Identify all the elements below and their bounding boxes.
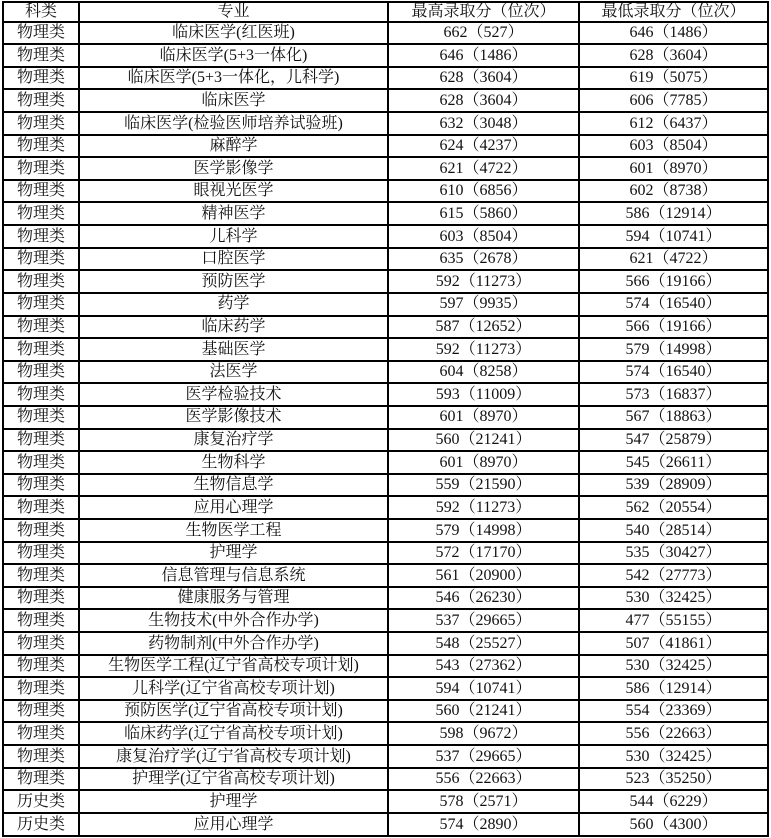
major-cell: 儿科学(辽宁省高校专项计划) xyxy=(79,677,388,700)
major-cell: 生物信息学 xyxy=(79,474,388,497)
major-cell: 临床医学(5+3一体化) xyxy=(79,44,388,67)
high-score-cell: 646（1486） xyxy=(388,44,579,67)
high-score-cell: 543（27362） xyxy=(388,655,579,678)
category-cell: 物理类 xyxy=(3,474,79,497)
major-cell: 护理学 xyxy=(79,542,388,565)
low-score-cell: 542（27773） xyxy=(579,564,768,587)
table-row xyxy=(3,790,768,813)
low-score-cell: 646（1486） xyxy=(579,22,768,45)
high-score-cell: 621（4722） xyxy=(388,157,579,180)
high-score-cell: 578（2571） xyxy=(388,790,579,813)
category-cell: 物理类 xyxy=(3,745,79,768)
high-score-cell: 560（21241） xyxy=(388,429,579,452)
low-score-cell: 477（55155） xyxy=(579,609,768,632)
low-score-cell: 554（23369） xyxy=(579,700,768,723)
high-score-cell: 537（29665） xyxy=(388,745,579,768)
low-score-cell: 586（12914） xyxy=(579,677,768,700)
high-score-cell: 592（11273） xyxy=(388,270,579,293)
category-cell: 历史类 xyxy=(3,813,79,836)
high-score-cell: 592（11273） xyxy=(388,496,579,519)
category-cell: 物理类 xyxy=(3,225,79,248)
category-cell: 物理类 xyxy=(3,44,79,67)
category-cell: 历史类 xyxy=(3,790,79,813)
table-row xyxy=(3,429,768,452)
category-cell: 物理类 xyxy=(3,655,79,678)
table-row xyxy=(3,270,768,293)
table-row xyxy=(3,135,768,158)
high-score-cell: 561（20900） xyxy=(388,564,579,587)
category-cell: 物理类 xyxy=(3,542,79,565)
high-score-cell: 548（25527） xyxy=(388,632,579,655)
major-cell: 护理学 xyxy=(79,790,388,813)
table-row xyxy=(3,406,768,429)
high-score-cell: 579（14998） xyxy=(388,519,579,542)
category-cell: 物理类 xyxy=(3,293,79,316)
major-cell: 眼视光医学 xyxy=(79,180,388,203)
table-row xyxy=(3,813,768,836)
table-row xyxy=(3,655,768,678)
table-row xyxy=(3,451,768,474)
category-cell: 物理类 xyxy=(3,157,79,180)
header-row xyxy=(3,2,768,22)
table-row xyxy=(3,677,768,700)
high-score-cell: 628（3604） xyxy=(388,67,579,90)
high-score-cell: 537（29665） xyxy=(388,609,579,632)
high-score-cell: 603（8504） xyxy=(388,225,579,248)
table-row xyxy=(3,157,768,180)
major-cell: 康复治疗学 xyxy=(79,429,388,452)
category-cell: 物理类 xyxy=(3,383,79,406)
category-cell: 物理类 xyxy=(3,429,79,452)
category-cell: 物理类 xyxy=(3,112,79,135)
major-cell: 临床医学(检验医师培养试验班) xyxy=(79,112,388,135)
category-cell: 物理类 xyxy=(3,677,79,700)
table-row xyxy=(3,338,768,361)
major-cell: 应用心理学 xyxy=(79,496,388,519)
high-score-cell: 559（21590） xyxy=(388,474,579,497)
major-cell: 精神医学 xyxy=(79,202,388,225)
major-cell: 生物医学工程(辽宁省高校专项计划) xyxy=(79,655,388,678)
major-cell: 护理学(辽宁省高校专项计划) xyxy=(79,768,388,791)
category-cell: 物理类 xyxy=(3,768,79,791)
table-row xyxy=(3,632,768,655)
major-cell: 法医学 xyxy=(79,361,388,384)
high-score-cell: 587（12652） xyxy=(388,316,579,339)
high-score-cell: 635（2678） xyxy=(388,248,579,271)
major-cell: 临床医学 xyxy=(79,89,388,112)
low-score-cell: 573（16837） xyxy=(579,383,768,406)
low-score-cell: 562（20554） xyxy=(579,496,768,519)
major-cell: 健康服务与管理 xyxy=(79,587,388,610)
low-score-cell: 566（19166） xyxy=(579,316,768,339)
category-cell: 物理类 xyxy=(3,451,79,474)
admission-scores-table xyxy=(2,1,769,837)
category-cell: 物理类 xyxy=(3,700,79,723)
col-header-low-score: 最低录取分（位次） xyxy=(579,2,768,22)
table-row xyxy=(3,609,768,632)
category-cell: 物理类 xyxy=(3,180,79,203)
low-score-cell: 556（22663） xyxy=(579,722,768,745)
major-cell: 口腔医学 xyxy=(79,248,388,271)
high-score-cell: 574（2890） xyxy=(388,813,579,836)
high-score-cell: 572（17170） xyxy=(388,542,579,565)
low-score-cell: 602（8738） xyxy=(579,180,768,203)
low-score-cell: 539（28909） xyxy=(579,474,768,497)
major-cell: 临床医学(红医班) xyxy=(79,22,388,45)
table-row xyxy=(3,542,768,565)
low-score-cell: 619（5075） xyxy=(579,67,768,90)
high-score-cell: 556（22663） xyxy=(388,768,579,791)
major-cell: 信息管理与信息系统 xyxy=(79,564,388,587)
category-cell: 物理类 xyxy=(3,135,79,158)
major-cell: 医学检验技术 xyxy=(79,383,388,406)
table-row xyxy=(3,519,768,542)
major-cell: 生物医学工程 xyxy=(79,519,388,542)
low-score-cell: 566（19166） xyxy=(579,270,768,293)
col-header-high-score: 最高录取分（位次） xyxy=(388,2,579,22)
major-cell: 生物技术(中外合作办学) xyxy=(79,609,388,632)
table-row xyxy=(3,361,768,384)
major-cell: 临床医学(5+3一体化，儿科学) xyxy=(79,67,388,90)
major-cell: 基础医学 xyxy=(79,338,388,361)
category-cell: 物理类 xyxy=(3,248,79,271)
major-cell: 生物科学 xyxy=(79,451,388,474)
table-row xyxy=(3,745,768,768)
low-score-cell: 621（4722） xyxy=(579,248,768,271)
low-score-cell: 530（32425） xyxy=(579,655,768,678)
major-cell: 儿科学 xyxy=(79,225,388,248)
category-cell: 物理类 xyxy=(3,519,79,542)
major-cell: 预防医学(辽宁省高校专项计划) xyxy=(79,700,388,723)
high-score-cell: 662（527） xyxy=(388,22,579,45)
major-cell: 临床药学(辽宁省高校专项计划) xyxy=(79,722,388,745)
major-cell: 药物制剂(中外合作办学) xyxy=(79,632,388,655)
major-cell: 医学影像学 xyxy=(79,157,388,180)
low-score-cell: 628（3604） xyxy=(579,44,768,67)
table-row xyxy=(3,248,768,271)
low-score-cell: 567（18863） xyxy=(579,406,768,429)
category-cell: 物理类 xyxy=(3,587,79,610)
category-cell: 物理类 xyxy=(3,564,79,587)
low-score-cell: 574（16540） xyxy=(579,361,768,384)
major-cell: 应用心理学 xyxy=(79,813,388,836)
low-score-cell: 547（25879） xyxy=(579,429,768,452)
table-row xyxy=(3,722,768,745)
high-score-cell: 594（10741） xyxy=(388,677,579,700)
major-cell: 药学 xyxy=(79,293,388,316)
table-row xyxy=(3,474,768,497)
table-body xyxy=(3,22,768,836)
table-row xyxy=(3,293,768,316)
table-row xyxy=(3,67,768,90)
table-row xyxy=(3,587,768,610)
table-row xyxy=(3,700,768,723)
low-score-cell: 523（35250） xyxy=(579,768,768,791)
low-score-cell: 560（4300） xyxy=(579,813,768,836)
high-score-cell: 615（5860） xyxy=(388,202,579,225)
high-score-cell: 601（8970） xyxy=(388,406,579,429)
category-cell: 物理类 xyxy=(3,202,79,225)
low-score-cell: 574（16540） xyxy=(579,293,768,316)
low-score-cell: 545（26611） xyxy=(579,451,768,474)
low-score-cell: 612（6437） xyxy=(579,112,768,135)
low-score-cell: 530（32425） xyxy=(579,745,768,768)
major-cell: 临床药学 xyxy=(79,316,388,339)
col-header-category: 科类 xyxy=(3,2,79,22)
col-header-major: 专业 xyxy=(79,2,388,22)
low-score-cell: 601（8970） xyxy=(579,157,768,180)
table-row xyxy=(3,89,768,112)
category-cell: 物理类 xyxy=(3,632,79,655)
major-cell: 麻醉学 xyxy=(79,135,388,158)
high-score-cell: 593（11009） xyxy=(388,383,579,406)
table-row xyxy=(3,564,768,587)
low-score-cell: 606（7785） xyxy=(579,89,768,112)
table-row xyxy=(3,22,768,45)
high-score-cell: 632（3048） xyxy=(388,112,579,135)
high-score-cell: 598（9672） xyxy=(388,722,579,745)
table-row xyxy=(3,768,768,791)
table-row xyxy=(3,180,768,203)
table-row xyxy=(3,202,768,225)
low-score-cell: 535（30427） xyxy=(579,542,768,565)
low-score-cell: 586（12914） xyxy=(579,202,768,225)
low-score-cell: 594（10741） xyxy=(579,225,768,248)
major-cell: 预防医学 xyxy=(79,270,388,293)
high-score-cell: 560（21241） xyxy=(388,700,579,723)
table-row xyxy=(3,383,768,406)
category-cell: 物理类 xyxy=(3,316,79,339)
category-cell: 物理类 xyxy=(3,496,79,519)
category-cell: 物理类 xyxy=(3,338,79,361)
low-score-cell: 544（6229） xyxy=(579,790,768,813)
high-score-cell: 601（8970） xyxy=(388,451,579,474)
major-cell: 医学影像技术 xyxy=(79,406,388,429)
table-row xyxy=(3,112,768,135)
category-cell: 物理类 xyxy=(3,270,79,293)
high-score-cell: 628（3604） xyxy=(388,89,579,112)
high-score-cell: 592（11273） xyxy=(388,338,579,361)
major-cell: 康复治疗学(辽宁省高校专项计划) xyxy=(79,745,388,768)
high-score-cell: 604（8258） xyxy=(388,361,579,384)
high-score-cell: 624（4237） xyxy=(388,135,579,158)
high-score-cell: 610（6856） xyxy=(388,180,579,203)
low-score-cell: 579（14998） xyxy=(579,338,768,361)
high-score-cell: 597（9935） xyxy=(388,293,579,316)
table-row xyxy=(3,44,768,67)
table-row xyxy=(3,316,768,339)
low-score-cell: 530（32425） xyxy=(579,587,768,610)
low-score-cell: 603（8504） xyxy=(579,135,768,158)
category-cell: 物理类 xyxy=(3,22,79,45)
category-cell: 物理类 xyxy=(3,361,79,384)
table-row xyxy=(3,496,768,519)
high-score-cell: 546（26230） xyxy=(388,587,579,610)
low-score-cell: 507（41861） xyxy=(579,632,768,655)
category-cell: 物理类 xyxy=(3,609,79,632)
category-cell: 物理类 xyxy=(3,406,79,429)
category-cell: 物理类 xyxy=(3,722,79,745)
category-cell: 物理类 xyxy=(3,89,79,112)
table-row xyxy=(3,225,768,248)
category-cell: 物理类 xyxy=(3,67,79,90)
low-score-cell: 540（28514） xyxy=(579,519,768,542)
